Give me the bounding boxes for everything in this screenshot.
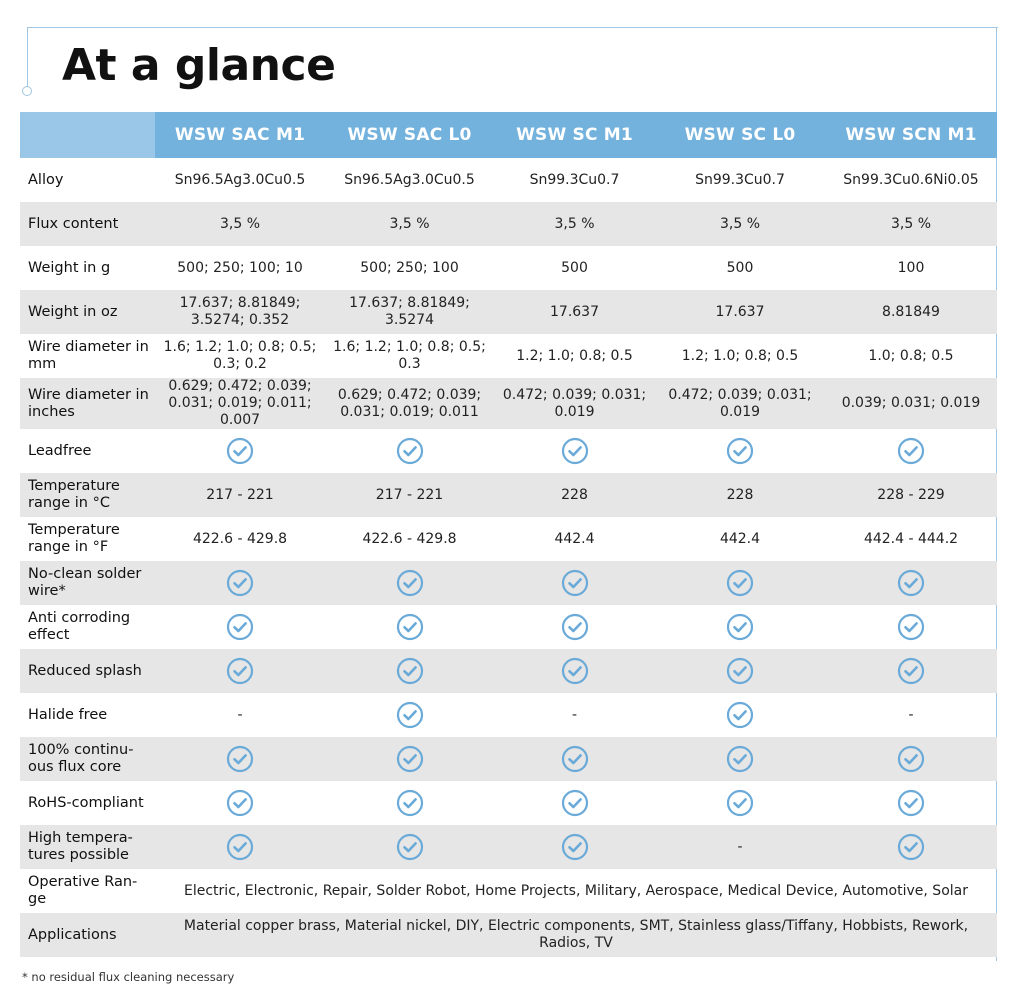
table-cell: 3,5 %	[155, 202, 325, 246]
table-row	[20, 693, 997, 737]
check-cell	[655, 605, 825, 649]
table-cell: Sn99.3Cu0.7	[695, 171, 785, 188]
check-circle-icon	[226, 789, 254, 817]
table-cell: 217 - 221	[325, 473, 494, 517]
check-cell	[155, 561, 325, 605]
row-label: Alloy	[28, 171, 64, 188]
header-row	[20, 112, 997, 158]
table-cell: 8.81849	[825, 290, 997, 334]
table-cell: 3,5 %	[655, 202, 825, 246]
table-cell: 500; 250; 100; 10	[177, 259, 303, 276]
spanning-cell: Electric, Electronic, Repair, Solder Robot, Home Projects, Military, Aerospace, Medical Device, Automotive, Solar	[184, 882, 968, 899]
table-row	[20, 825, 997, 869]
check-cell	[655, 693, 825, 737]
check-cell	[325, 429, 494, 473]
row-label: Reduced splash	[20, 649, 155, 693]
row-label: Weight in g	[28, 259, 111, 276]
table-cell: 442.4 - 444.2	[863, 530, 959, 547]
row-label: Temperature range in °C	[20, 473, 155, 517]
check-circle-icon	[396, 833, 424, 861]
check-cell	[655, 649, 825, 693]
table-cell: 1.2; 1.0; 0.8; 0.5	[681, 347, 799, 364]
comparison-table	[20, 112, 997, 957]
row-label: No-clean solder wire*	[20, 561, 155, 605]
row-label: Wire diameter in inches	[20, 378, 155, 429]
check-cell	[655, 781, 825, 825]
table-cell: 17.637; 8.81849; 3.5274	[325, 290, 494, 334]
table-row	[20, 781, 997, 825]
check-circle-icon	[396, 789, 424, 817]
table-cell: 228	[494, 473, 655, 517]
check-circle-icon	[897, 833, 925, 861]
table-cell: 422.6 - 429.8	[362, 530, 457, 547]
frame-line-top	[27, 27, 998, 28]
check-cell	[494, 561, 655, 605]
frame-line-left	[27, 27, 28, 89]
check-circle-icon	[561, 657, 589, 685]
row-label: Applications	[20, 913, 155, 957]
header-corner	[20, 112, 155, 158]
check-circle-icon	[726, 613, 754, 641]
check-circle-icon	[897, 657, 925, 685]
row-label: Anti corroding effect	[28, 610, 131, 643]
table-cell: Sn96.5Ag3.0Cu0.5	[174, 171, 306, 188]
column-header: WSW SC M1	[494, 112, 655, 158]
table-cell: 0.472; 0.039; 0.031; 0.019	[655, 378, 825, 429]
table-cell: 1.6; 1.2; 1.0; 0.8; 0.5; 0.3; 0.2	[163, 339, 317, 372]
row-label: Flux content	[20, 202, 155, 246]
check-circle-icon	[897, 745, 925, 773]
check-circle-icon	[726, 745, 754, 773]
check-circle-icon	[396, 745, 424, 773]
row-label: Leadfree	[28, 442, 92, 459]
table-cell: 0.629; 0.472; 0.039; 0.031; 0.019; 0.011	[325, 378, 494, 429]
table-cell: 0.472; 0.039; 0.031; 0.019	[494, 378, 655, 429]
check-circle-icon	[396, 657, 424, 685]
table-cell: 228 - 229	[825, 473, 997, 517]
check-circle-icon	[726, 437, 754, 465]
check-circle-icon	[897, 789, 925, 817]
check-circle-icon	[561, 789, 589, 817]
check-circle-icon	[726, 657, 754, 685]
table-cell: 0.039; 0.031; 0.019	[825, 378, 997, 429]
table-row	[20, 473, 997, 517]
table-cell: 3,5 %	[825, 202, 997, 246]
check-cell	[155, 429, 325, 473]
table-cell: 100	[897, 259, 925, 276]
check-cell	[825, 605, 997, 649]
check-circle-icon	[226, 437, 254, 465]
table-cell: -	[571, 706, 578, 723]
table-row	[20, 246, 997, 290]
check-cell	[155, 781, 325, 825]
row-label: High tempera-tures possible	[20, 825, 155, 869]
table-row	[20, 913, 997, 957]
check-circle-icon	[726, 701, 754, 729]
table-cell: 3,5 %	[325, 202, 494, 246]
check-circle-icon	[396, 701, 424, 729]
table-row	[20, 649, 997, 693]
table-cell: Sn96.5Ag3.0Cu0.5	[344, 171, 475, 188]
table-cell: 442.4	[719, 530, 761, 547]
table-cell: 1.0; 0.8; 0.5	[868, 347, 954, 364]
check-cell	[825, 429, 997, 473]
table-cell: Sn99.3Cu0.6Ni0.05	[843, 171, 979, 188]
table-cell: 3,5 %	[494, 202, 655, 246]
check-cell	[325, 561, 494, 605]
table-cell: -	[655, 825, 825, 869]
table-row	[20, 334, 997, 378]
page-title: At a glance	[62, 40, 336, 91]
check-cell	[155, 605, 325, 649]
column-header: WSW SCN M1	[825, 112, 997, 158]
table-cell: 442.4	[554, 530, 595, 547]
table-cell: 217 - 221	[155, 473, 325, 517]
table-row	[20, 378, 997, 429]
check-cell	[494, 649, 655, 693]
check-cell	[325, 649, 494, 693]
row-label: 100% continu-ous flux core	[20, 737, 155, 781]
table-row	[20, 869, 997, 913]
row-label: Operative Ran-ge	[28, 874, 138, 907]
check-circle-icon	[726, 569, 754, 597]
check-circle-icon	[396, 569, 424, 597]
check-cell	[655, 429, 825, 473]
check-circle-icon	[226, 657, 254, 685]
row-label: RoHS-compliant	[28, 794, 144, 811]
table-cell: 0.629; 0.472; 0.039; 0.031; 0.019; 0.011; 0.007	[155, 378, 325, 429]
check-cell	[494, 781, 655, 825]
table-row	[20, 202, 997, 246]
check-cell	[825, 561, 997, 605]
check-cell	[494, 605, 655, 649]
check-circle-icon	[561, 833, 589, 861]
table-cell: 500	[726, 259, 754, 276]
table-cell: 422.6 - 429.8	[192, 530, 288, 547]
check-circle-icon	[226, 833, 254, 861]
table-cell: 228	[655, 473, 825, 517]
table-cell: 500	[561, 259, 588, 276]
column-header: WSW SAC L0	[325, 112, 494, 158]
check-cell	[494, 737, 655, 781]
check-circle-icon	[897, 613, 925, 641]
check-cell	[325, 605, 494, 649]
check-cell	[325, 825, 494, 869]
check-cell	[825, 781, 997, 825]
check-circle-icon	[226, 745, 254, 773]
check-cell	[155, 649, 325, 693]
check-cell	[494, 429, 655, 473]
table-row	[20, 429, 997, 473]
footnote: * no residual flux cleaning necessary	[22, 970, 235, 984]
check-cell	[155, 825, 325, 869]
check-circle-icon	[226, 569, 254, 597]
check-circle-icon	[396, 437, 424, 465]
table-cell: 17.637	[494, 290, 655, 334]
check-circle-icon	[561, 437, 589, 465]
check-circle-icon	[561, 745, 589, 773]
frame-dot	[22, 86, 32, 96]
check-cell	[494, 825, 655, 869]
table-row	[20, 737, 997, 781]
check-circle-icon	[226, 613, 254, 641]
table-cell: -	[908, 706, 914, 723]
table-cell: 1.2; 1.0; 0.8; 0.5	[516, 347, 633, 364]
spanning-cell: Material copper brass, Material nickel, DIY, Electric components, SMT, Stainless glass/Tiffany, Hobbists, Rework, Radios, TV	[155, 913, 997, 957]
check-cell	[155, 737, 325, 781]
table-row	[20, 605, 997, 649]
table-cell: Sn99.3Cu0.7	[529, 171, 620, 188]
row-label: Halide free	[28, 706, 108, 723]
table-row	[20, 517, 997, 561]
table-row	[20, 158, 997, 202]
row-label: Temperature range in °F	[28, 522, 120, 555]
check-circle-icon	[561, 569, 589, 597]
table-cell: 500; 250; 100	[360, 259, 459, 276]
check-cell	[655, 737, 825, 781]
column-header: WSW SC L0	[655, 112, 825, 158]
check-cell	[325, 781, 494, 825]
check-circle-icon	[396, 613, 424, 641]
table-cell: 17.637	[655, 290, 825, 334]
check-circle-icon	[726, 789, 754, 817]
table-row	[20, 561, 997, 605]
row-label: Wire diameter in mm	[28, 339, 149, 372]
table-row	[20, 290, 997, 334]
check-cell	[825, 649, 997, 693]
check-cell	[325, 737, 494, 781]
table-cell: -	[237, 706, 243, 723]
check-cell	[325, 693, 494, 737]
check-circle-icon	[897, 569, 925, 597]
check-cell	[825, 825, 997, 869]
check-cell	[825, 737, 997, 781]
check-circle-icon	[897, 437, 925, 465]
check-circle-icon	[561, 613, 589, 641]
row-label: Weight in oz	[20, 290, 155, 334]
table-cell: 17.637; 8.81849; 3.5274; 0.352	[155, 290, 325, 334]
check-cell	[655, 561, 825, 605]
column-header: WSW SAC M1	[155, 112, 325, 158]
table-cell: 1.6; 1.2; 1.0; 0.8; 0.5; 0.3	[333, 339, 486, 372]
